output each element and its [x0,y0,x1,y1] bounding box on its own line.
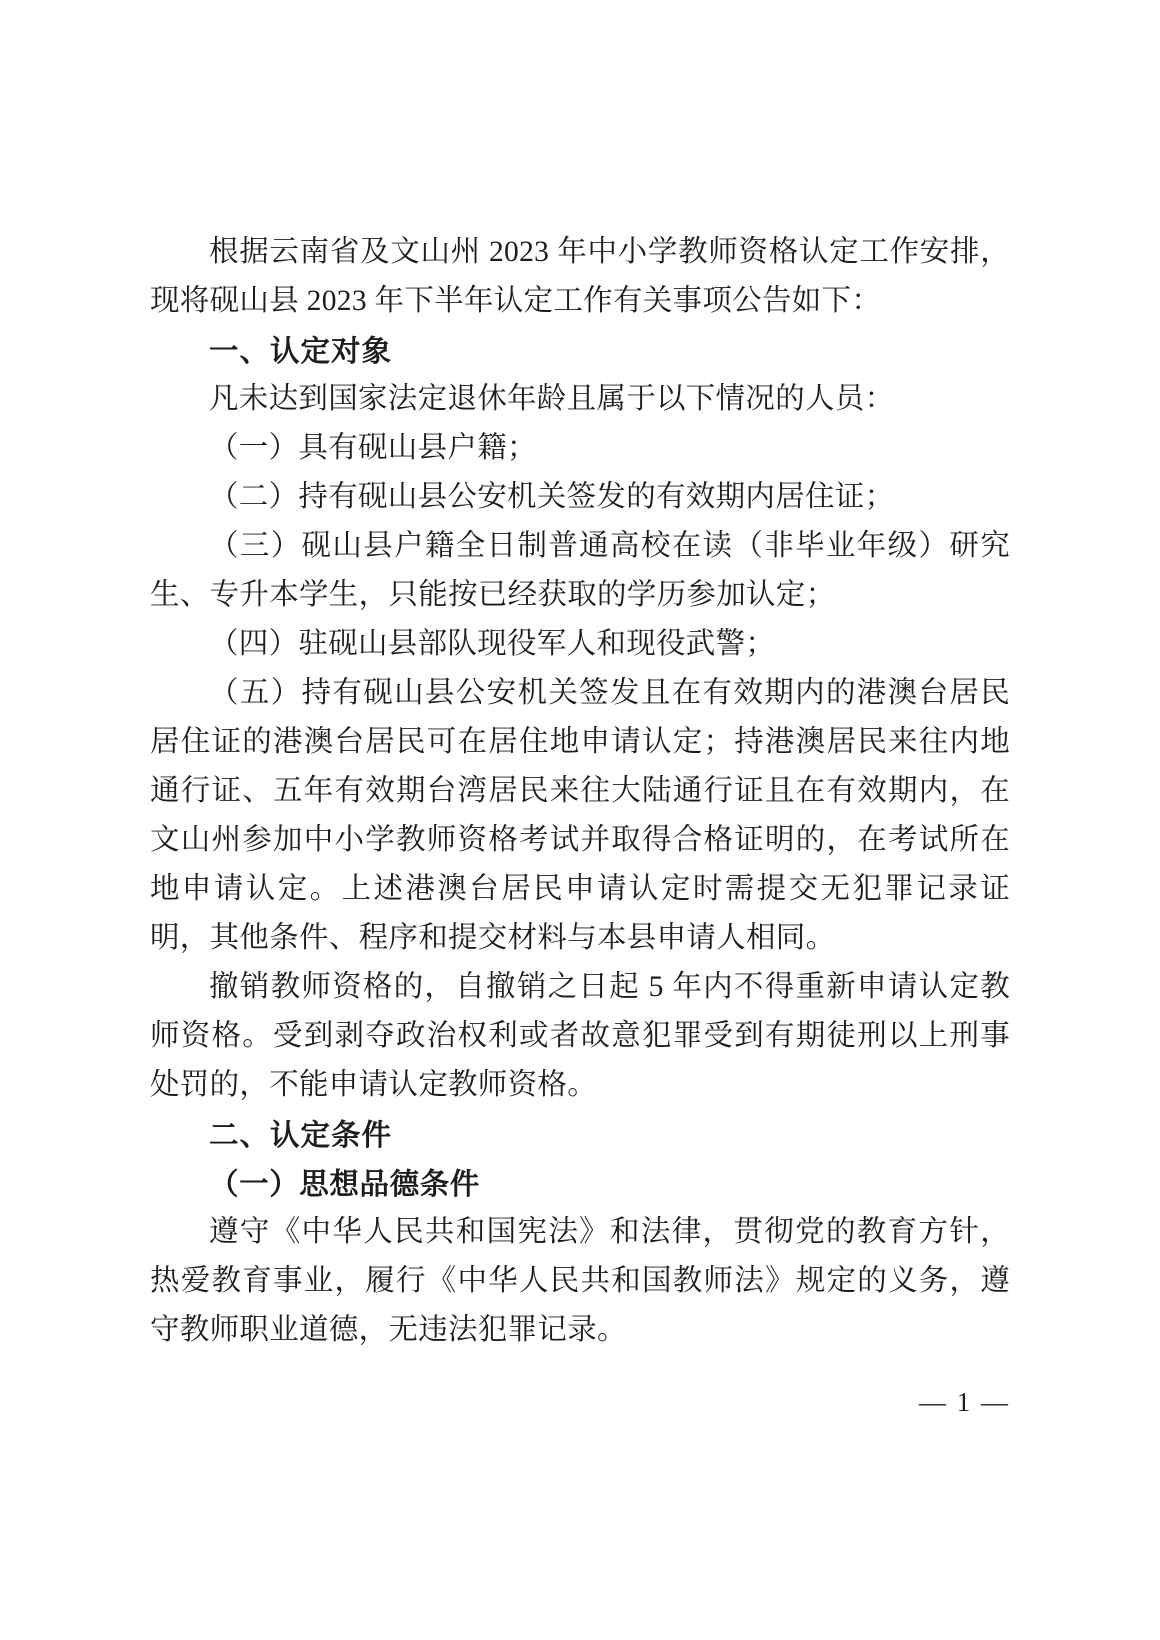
paragraph-item-2: （二）持有砚山县公安机关签发的有效期内居住证； [209,481,895,513]
paragraph-item-4: （四）驻砚山县部队现役军人和现役武警； [209,628,776,660]
subsection-heading-1: （一）思想品德条件 [209,1166,480,1201]
document-body [150,228,1010,1355]
paragraph-revocation: 撤销教师资格的，自撤销之日起 5 年内不得重新申请认定教师资格。受到剥夺政治权利或者故意犯罪受到有期徒刑以上刑事处罚的，不能申请认定教师资格。 [150,971,1010,1101]
paragraph-item-5: （五）持有砚山县公安机关签发且在有效期内的港澳台居民居住证的港澳台居民可在居住地申请认定；持港澳居民来往内地通行证、五年有效期台湾居民来往大陆通行证且在有效期内，在文山州参加中小学教师资格考试并取得合格证明的，在考试所在地申请认定。上述港澳台居民申请认定时需提交无犯罪记录证明，其他条件、程序和提交材料与本县申请人相同。 [150,677,1010,954]
paragraph-intro: 根据云南省及文山州 2023 年中小学教师资格认定工作安排，现将砚山县 2023 年下半年认定工作有关事项公告如下： [150,236,1010,317]
paragraph-item-1: （一）具有砚山县户籍； [209,432,537,464]
page-number: — 1 — [919,1387,1010,1417]
section-heading-1: 一、认定对象 [209,333,393,368]
paragraph-eligibility-intro: 凡未达到国家法定退休年龄且属于以下情况的人员： [209,383,895,415]
paragraph-item-3: （三）砚山县户籍全日制普通高校在读（非毕业年级）研究生、专升本学生，只能按已经获取的学历参加认定； [150,530,1010,611]
paragraph-moral-requirements: 遵守《中华人民共和国宪法》和法律，贯彻党的教育方针，热爱教育事业，履行《中华人民共和国教师法》规定的义务，遵守教师职业道德，无违法犯罪记录。 [150,1216,1010,1346]
section-heading-2: 二、认定条件 [209,1117,393,1152]
